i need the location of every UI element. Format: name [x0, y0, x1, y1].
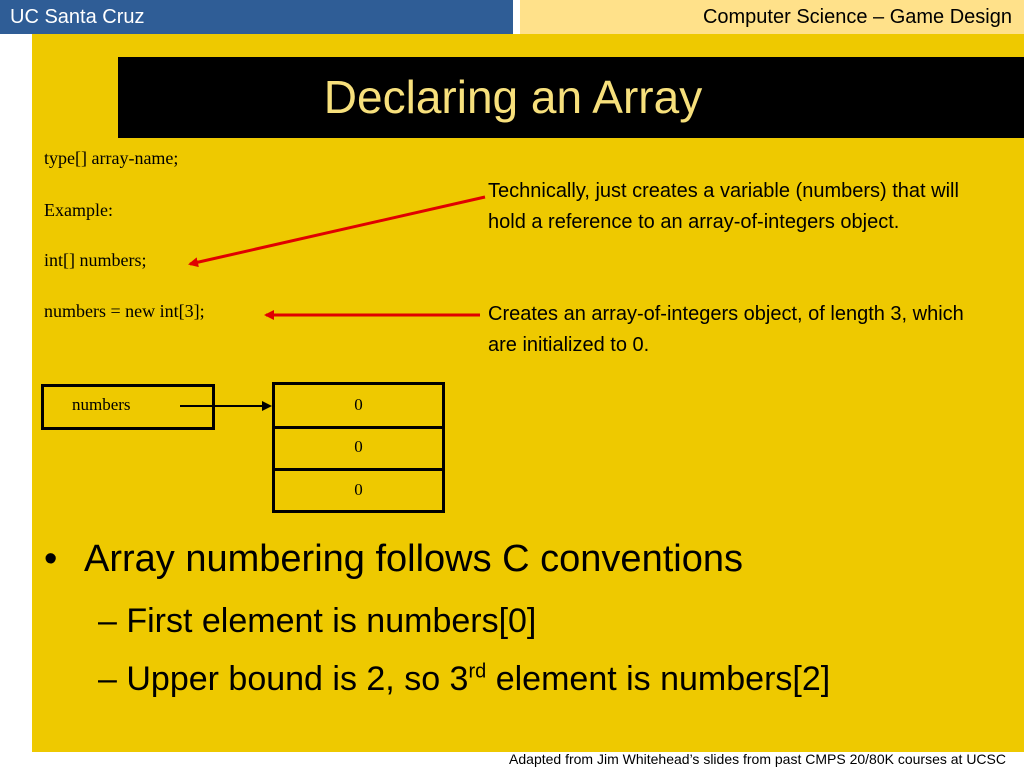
institution-label: UC Santa Cruz [10, 6, 145, 28]
ordinal-suffix: rd [468, 660, 487, 683]
bullet-main-text: Array numbering follows C conventions [84, 538, 743, 580]
department-label: Computer Science – Game Design [702, 6, 1012, 28]
header-right-banner [520, 0, 1024, 34]
allocation-line: numbers = new int[3]; [44, 301, 205, 321]
variable-box [41, 384, 215, 430]
bullet-main [44, 538, 743, 581]
slide-title: Declaring an Array [323, 71, 703, 123]
array-cell-value: 0 [354, 480, 363, 499]
array-cell-0 [272, 382, 445, 429]
header-left-banner [0, 0, 513, 34]
array-cell-1 [272, 426, 445, 471]
bullet-dot-icon: • [44, 538, 58, 580]
allocation-note: Creates an array-of-integers object, of length 3, which are initialized to 0. [488, 303, 964, 356]
footer-credit: Adapted from Jim Whitehead’s slides from past CMPS 20/80K courses at UCSC [509, 751, 1006, 767]
array-cell-value: 0 [354, 437, 363, 456]
variable-label: numbers [72, 395, 131, 414]
syntax-line: type[] array-name; [44, 148, 179, 168]
declaration-note: Technically, just creates a variable (numbers) that will hold a reference to an array-of-integers object. [488, 180, 959, 233]
array-cell-value: 0 [354, 395, 363, 414]
sub-bullet-2-prefix: – Upper bound is 2, so 3 [98, 660, 469, 698]
sub-bullet-2-suffix: element is numbers[2] [486, 660, 831, 698]
declaration-line: int[] numbers; [44, 250, 147, 270]
array-cell-2 [272, 468, 445, 513]
sub-bullet-2 [98, 660, 830, 699]
sub-bullet-1: – First element is numbers[0] [98, 602, 537, 640]
example-label: Example: [44, 200, 113, 220]
